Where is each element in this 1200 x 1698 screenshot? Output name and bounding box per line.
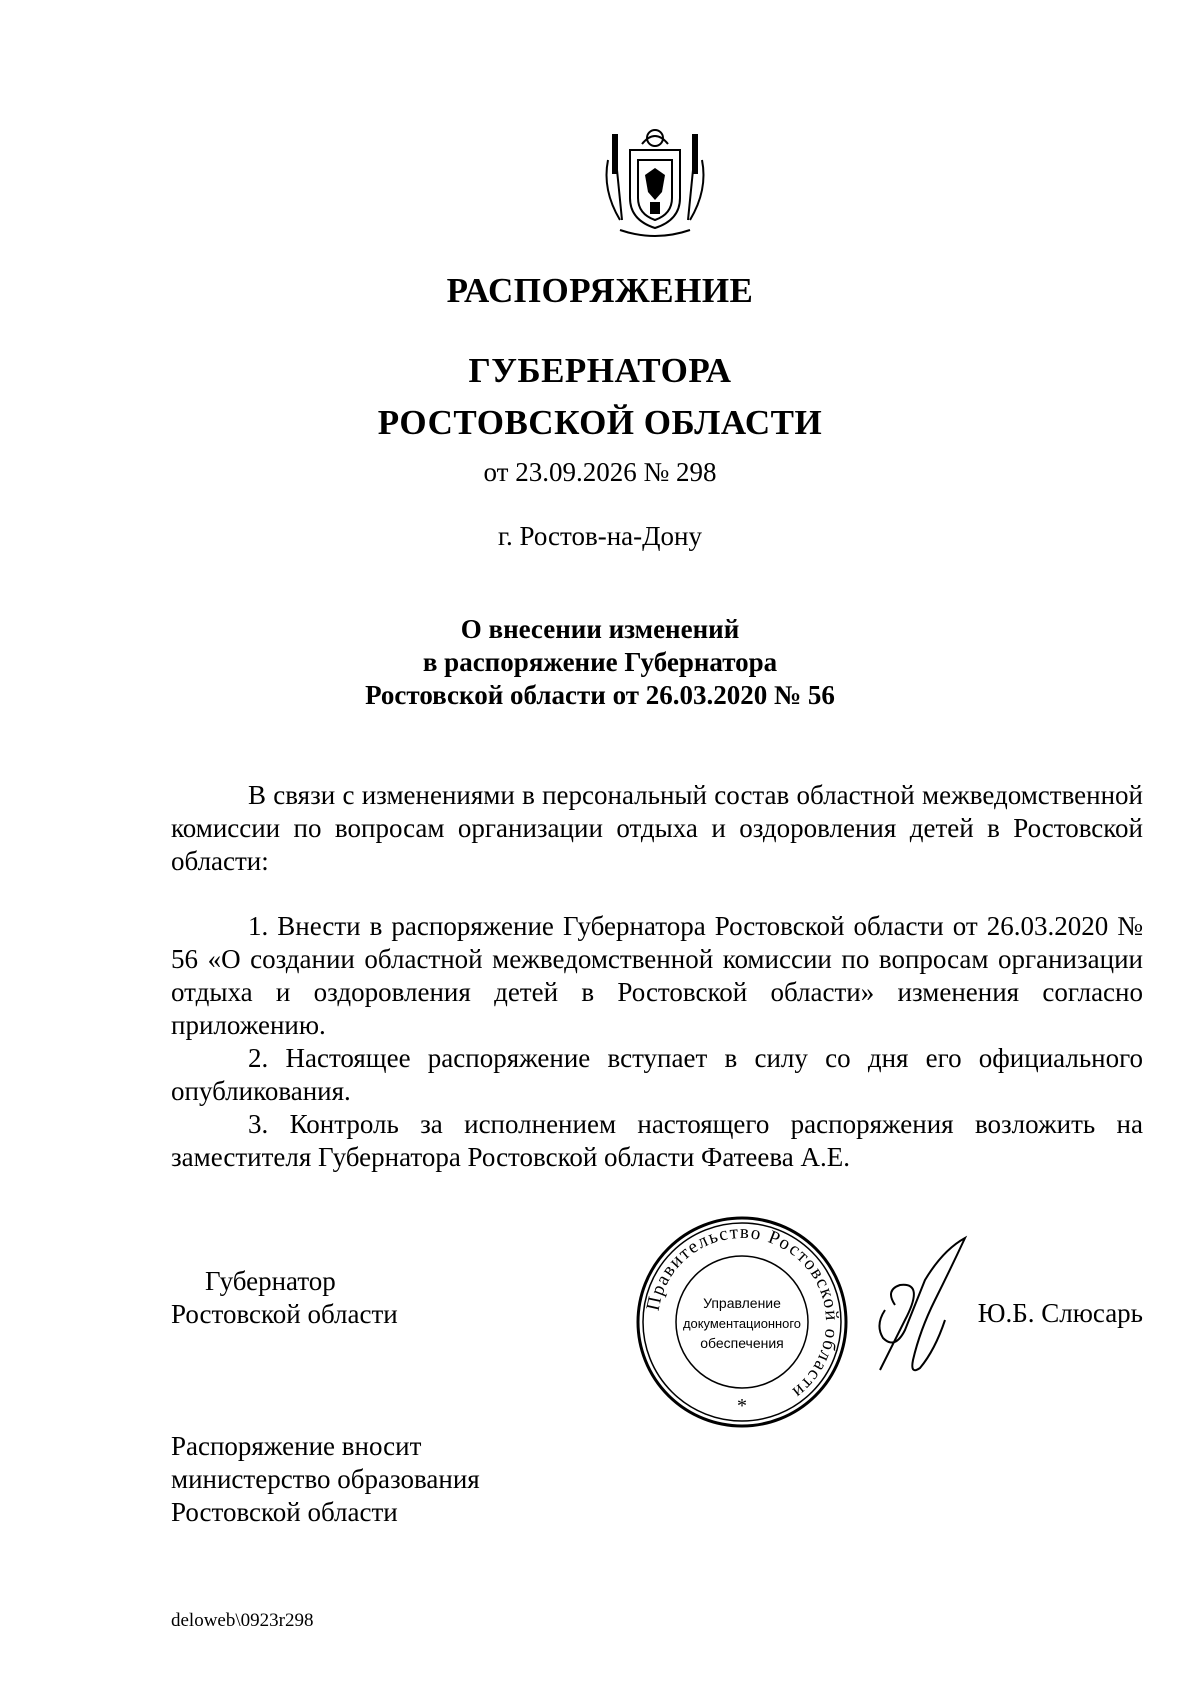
item-1: 1. Внести в распоряжение Губернатора Ростовской области от 26.03.2020 № 56 «О создании областной межведомственной комиссии по вопросам организации отдыха и оздоровления детей в Ростовской области» изменения согласно приложению. bbox=[171, 911, 1143, 1040]
stamp-center-line: Управление bbox=[703, 1295, 781, 1311]
submitter-note bbox=[171, 1430, 480, 1529]
preamble-paragraph: В связи с изменениями в персональный состав областной межведомственной комиссии по вопросам организации отдыха и оздоровления детей в Ростовской области: bbox=[171, 780, 1143, 876]
official-stamp bbox=[632, 1212, 852, 1432]
signer-name: Ю.Б. Слюсарь bbox=[977, 1298, 1143, 1328]
subject-line: в распоряжение Губернатора bbox=[422, 647, 778, 677]
signer-position bbox=[171, 1265, 398, 1331]
subject-line: О внесении изменений bbox=[460, 614, 740, 644]
stamp-star: * bbox=[737, 1395, 747, 1417]
issuer-title bbox=[0, 345, 1200, 449]
submitter-line: Распоряжение вносит bbox=[171, 1431, 422, 1461]
footer-file-code: deloweb\0923r298 bbox=[171, 1610, 314, 1631]
stamp-center-line: документационного bbox=[683, 1316, 801, 1331]
city: г. Ростов-на-Дону bbox=[497, 521, 702, 551]
submitter-line: Ростовской области bbox=[171, 1497, 398, 1527]
handwritten-signature bbox=[865, 1230, 975, 1380]
stamp-center-line: обеспечения bbox=[700, 1335, 784, 1351]
submitter-line: министерство образования bbox=[171, 1464, 480, 1494]
issuer-line-1: ГУБЕРНАТОРА bbox=[468, 351, 732, 390]
numbered-items bbox=[171, 910, 1143, 1174]
subject-line: Ростовской области от 26.03.2020 № 56 bbox=[365, 680, 835, 710]
item-2: 2. Настоящее распоряжение вступает в силу со дня его официального опубликования. bbox=[171, 1043, 1143, 1106]
stamp-ring-text: Правительство Ростовской области bbox=[642, 1221, 843, 1404]
date-number: от 23.09.2026 № 298 bbox=[483, 457, 717, 487]
signer-position-line-2: Ростовской области bbox=[171, 1299, 398, 1329]
preamble bbox=[171, 779, 1143, 878]
issuer-line-2: РОСТОВСКОЙ ОБЛАСТИ bbox=[377, 403, 823, 442]
document-type-title: РАСПОРЯЖЕНИЕ bbox=[446, 271, 754, 310]
signer-position-line-1: Губернатор bbox=[205, 1266, 336, 1296]
coat-of-arms-icon bbox=[600, 120, 710, 238]
item-3: 3. Контроль за исполнением настоящего распоряжения возложить на заместителя Губернатора Ростовской области Фатеева А.Е. bbox=[171, 1109, 1143, 1172]
document-subject bbox=[0, 613, 1200, 712]
